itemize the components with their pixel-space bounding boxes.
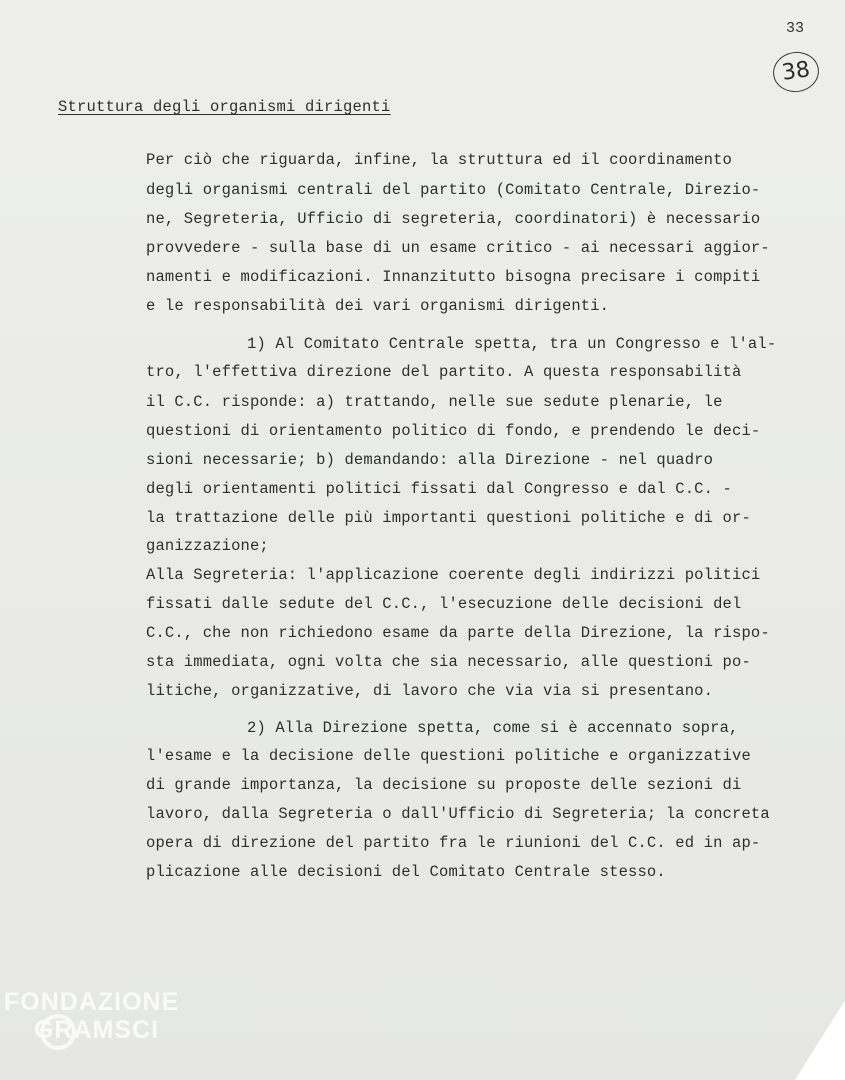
text-line: Per ciò che riguarda, infine, la struttura ed il coordinamento: [146, 151, 732, 169]
watermark-line-1: FONDAZIONE: [4, 988, 180, 1016]
text-line: lavoro, dalla Segreteria o dall'Ufficio di Segreteria; la concreta: [146, 805, 770, 823]
watermark-line-2: GRAMSCI: [34, 1016, 160, 1044]
text-line: tro, l'effettiva direzione del partito. A questa responsabilità: [146, 363, 742, 381]
text-line: sioni necessarie; b) demandando: alla Direzione - nel quadro: [146, 451, 714, 469]
text-line: questioni di orientamento politico di fondo, e prendendo le deci-: [146, 422, 761, 440]
text-line: di grande importanza, la decisione su proposte delle sezioni di: [146, 776, 742, 794]
text-line: 1) Al Comitato Centrale spetta, tra un Congresso e l'al-: [247, 335, 777, 353]
text-line: plicazione alle decisioni del Comitato Centrale stesso.: [146, 863, 666, 881]
circled-page-number: 38: [770, 49, 821, 95]
page-number: 33: [786, 20, 805, 37]
text-line: namenti e modificazioni. Innanzitutto bisogna precisare i compiti: [146, 268, 761, 286]
text-line: il C.C. risponde: a) trattando, nelle sue sedute plenarie, le: [146, 393, 723, 411]
section-heading: Struttura degli organismi dirigenti: [58, 98, 391, 116]
text-line: fissati dalle sedute del C.C., l'esecuzione delle decisioni del: [146, 595, 742, 613]
text-line: ne, Segreteria, Ufficio di segreteria, coordinatori) è necessario: [146, 210, 761, 228]
text-line: provvedere - sulla base di un esame critico - ai necessari aggior-: [146, 239, 770, 257]
text-line: litiche, organizzative, di lavoro che via via si presentano.: [146, 682, 714, 700]
text-line: opera di direzione del partito fra le riunioni del C.C. ed in ap-: [146, 834, 761, 852]
text-line: 2) Alla Direzione spetta, come si è accennato sopra,: [247, 719, 739, 737]
text-line: sta immediata, ogni volta che sia necessario, alle questioni po-: [146, 653, 751, 671]
torn-corner: [795, 1000, 845, 1080]
text-line: la trattazione delle più importanti questioni politiche e di or-: [146, 509, 751, 527]
text-line: l'esame e la decisione delle questioni politiche e organizzative: [146, 747, 751, 765]
text-line: degli orientamenti politici fissati dal Congresso e dal C.C. -: [146, 480, 732, 498]
text-line: C.C., che non richiedono esame da parte della Direzione, la rispo-: [146, 624, 770, 642]
text-line: Alla Segreteria: l'applicazione coerente degli indirizzi politici: [146, 566, 761, 584]
text-line: degli organismi centrali del partito (Comitato Centrale, Direzio-: [146, 181, 761, 199]
text-line: e le responsabilità dei vari organismi dirigenti.: [146, 297, 610, 315]
text-line: ganizzazione;: [146, 537, 269, 555]
watermark-logo: [4, 988, 179, 1044]
